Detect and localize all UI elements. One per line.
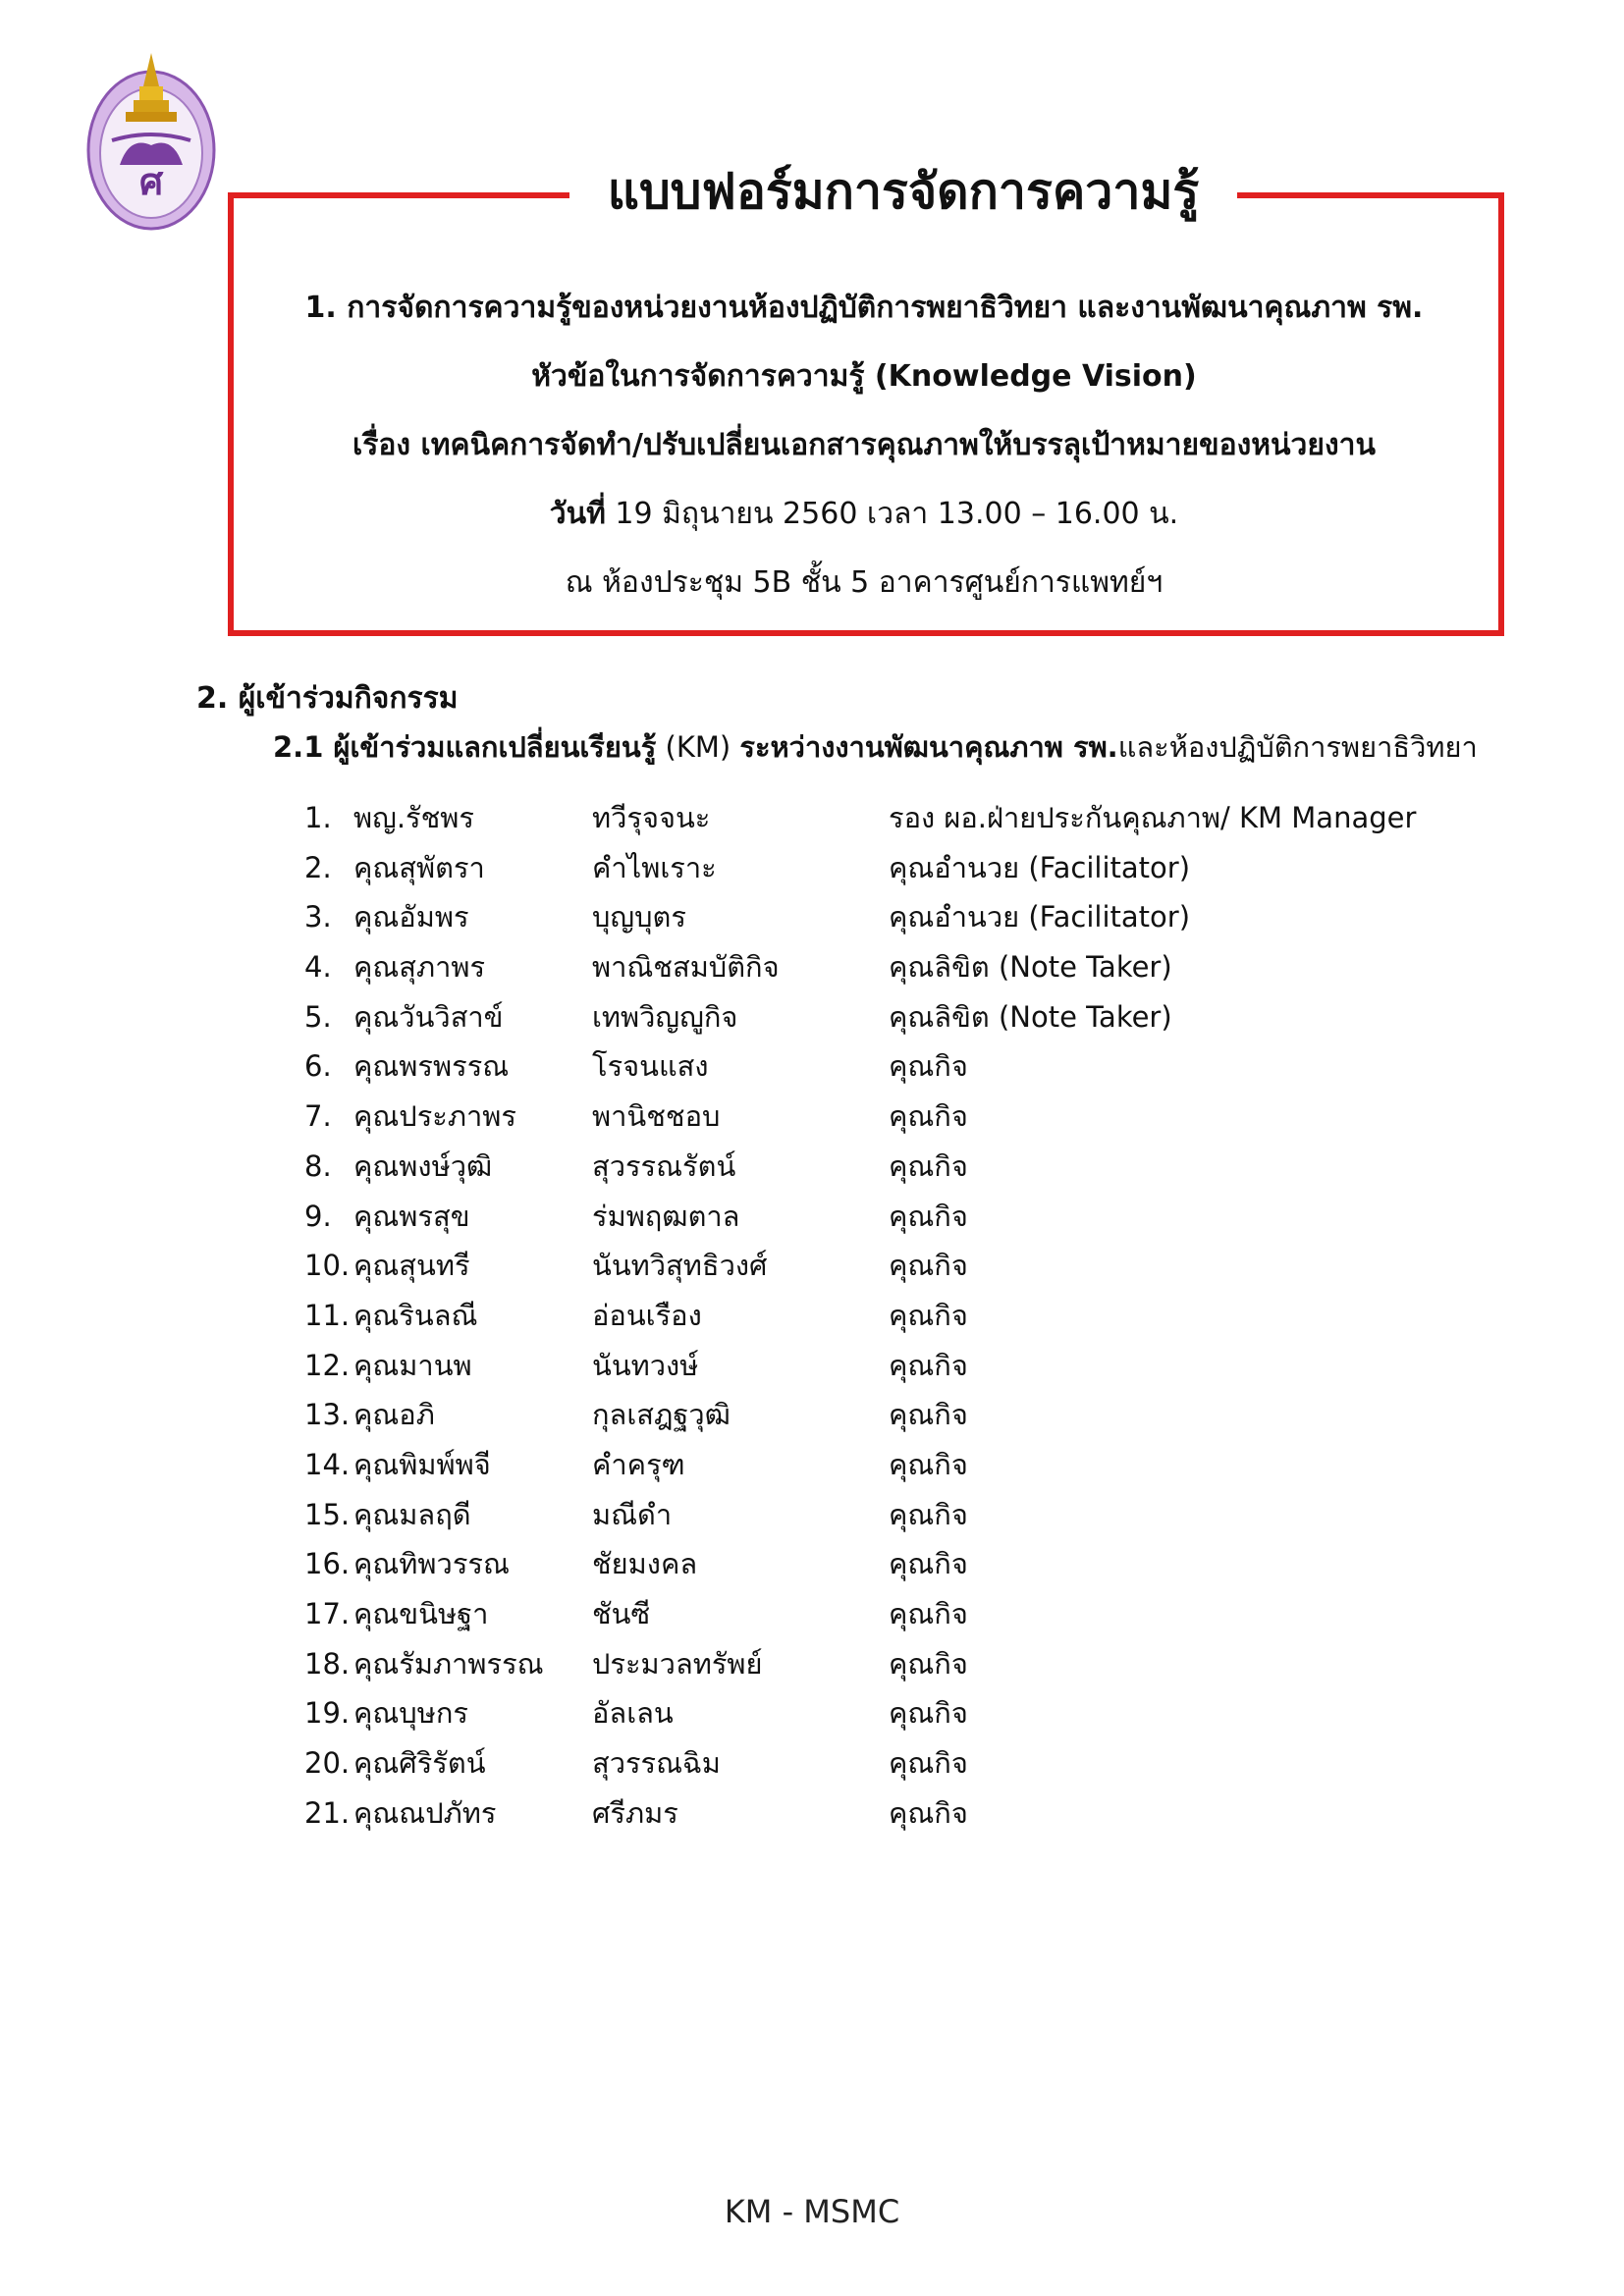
participant-first-name: คุณบุษกร xyxy=(353,1696,468,1731)
participant-role: คุณกิจ xyxy=(889,1249,968,1283)
participant-role: คุณกิจ xyxy=(889,1447,968,1481)
participant-first-name: คุณมานพ xyxy=(353,1348,472,1382)
participant-number: 9. xyxy=(304,1199,332,1233)
participant-role: คุณกิจ xyxy=(889,1298,968,1332)
subheading-part-2: (KM) xyxy=(656,730,740,764)
participant-number: 19. xyxy=(304,1696,351,1731)
participant-first-name: คุณวันวิสาข์ xyxy=(353,999,504,1034)
subheading-part-1: 2.1 ผู้เข้าร่วมแลกเปลี่ยนเรียนรู้ xyxy=(273,730,657,764)
participant-last-name: ชัยมงคล xyxy=(592,1547,698,1581)
participant-list xyxy=(304,793,1483,1838)
participant-first-name: คุณสุภาพร xyxy=(353,950,486,985)
participant-number: 14. xyxy=(304,1447,351,1481)
participant-last-name: ทวีรุจจนะ xyxy=(592,801,711,834)
participant-number: 10. xyxy=(304,1249,351,1283)
participant-first-name: คุณสุพัตรา xyxy=(353,850,485,884)
participant-role: คุณกิจ xyxy=(889,1746,968,1781)
list-item xyxy=(304,992,1483,1042)
participant-first-name: คุณพรสุข xyxy=(353,1199,470,1233)
list-item xyxy=(304,1241,1483,1291)
section-subheading xyxy=(273,724,1478,770)
list-item xyxy=(304,793,1483,843)
participant-role: คุณกิจ xyxy=(889,1795,968,1830)
participant-last-name: ประมวลทรัพย์ xyxy=(592,1646,763,1681)
participant-number: 15. xyxy=(304,1497,351,1531)
participant-last-name: สุวรรณฉิม xyxy=(592,1746,721,1781)
participant-role: คุณกิจ xyxy=(889,1646,968,1681)
list-item xyxy=(304,1589,1483,1639)
participant-role: คุณอำนวย (Facilitator) xyxy=(889,900,1191,934)
participant-role: คุณกิจ xyxy=(889,1348,968,1382)
list-item xyxy=(304,1490,1483,1540)
list-item xyxy=(304,1738,1483,1789)
header-line-4 xyxy=(236,493,1492,536)
university-emblem-icon xyxy=(82,47,220,234)
participant-number: 6. xyxy=(304,1049,332,1084)
participant-last-name: ร่มพฤฒตาล xyxy=(592,1199,740,1233)
participant-last-name: สุวรรณรัตน์ xyxy=(592,1148,736,1183)
participant-number: 4. xyxy=(304,950,332,985)
participant-last-name: ศรีภมร xyxy=(592,1795,678,1830)
participant-last-name: คำไพเราะ xyxy=(592,850,717,884)
participant-number: 7. xyxy=(304,1099,332,1134)
participant-role: คุณลิขิต (Note Taker) xyxy=(889,999,1172,1034)
participant-number: 2. xyxy=(304,850,332,884)
participant-last-name: นันทวิสุทธิวงศ์ xyxy=(592,1249,768,1283)
participant-role: คุณกิจ xyxy=(889,1696,968,1731)
participant-first-name: คุณประภาพร xyxy=(353,1099,516,1134)
list-item xyxy=(304,1390,1483,1440)
date-text: 19 มิถุนายน 2560 เวลา 13.00 – 16.00 น. xyxy=(605,497,1179,531)
list-item xyxy=(304,1789,1483,1839)
list-item xyxy=(304,843,1483,893)
participant-number: 12. xyxy=(304,1348,351,1382)
footer-text: KM - MSMC xyxy=(724,2193,900,2230)
participant-first-name: คุณพรพรรณ xyxy=(353,1049,510,1084)
participant-number: 21. xyxy=(304,1795,351,1830)
participant-last-name: เทพวิญญูกิจ xyxy=(592,999,738,1034)
participant-role: คุณกิจ xyxy=(889,1497,968,1531)
participant-first-name: คุณศิริรัตน์ xyxy=(353,1746,486,1781)
list-item xyxy=(304,1440,1483,1490)
participant-first-name: พญ.รัชพร xyxy=(353,801,474,834)
participant-first-name: คุณขนิษฐา xyxy=(353,1597,489,1630)
list-item xyxy=(304,1142,1483,1192)
section-heading: 2. ผู้เข้าร่วมกิจกรรม xyxy=(196,681,459,716)
participant-role: คุณลิขิต (Note Taker) xyxy=(889,950,1172,985)
participant-role: คุณกิจ xyxy=(889,1597,968,1630)
participant-number: 5. xyxy=(304,999,332,1034)
participant-role: คุณกิจ xyxy=(889,1547,968,1581)
participant-number: 1. xyxy=(304,801,332,834)
participant-role: คุณอำนวย (Facilitator) xyxy=(889,850,1191,884)
list-item xyxy=(304,1688,1483,1738)
header-line-3: เรื่อง เทคนิคการจัดทำ/ปรับเปลี่ยนเอกสารคุณภาพให้บรรลุเป้าหมายของหน่วยงาน xyxy=(352,428,1376,462)
page-title: แบบฟอร์มการจัดการความรู้ xyxy=(607,163,1200,220)
participant-first-name: คุณอัมพร xyxy=(353,900,469,934)
participant-role: คุณกิจ xyxy=(889,1099,968,1134)
participant-first-name: คุณรัมภาพรรณ xyxy=(353,1646,544,1681)
list-item xyxy=(304,1341,1483,1391)
participant-number: 20. xyxy=(304,1746,351,1781)
participant-first-name: คุณมลฤดี xyxy=(353,1497,471,1531)
subheading-part-4: และห้องปฏิบัติการพยาธิวิทยา xyxy=(1117,730,1478,764)
participant-last-name: โรจนแสง xyxy=(592,1049,709,1084)
participant-number: 8. xyxy=(304,1148,332,1183)
participant-number: 11. xyxy=(304,1298,351,1332)
participant-first-name: คุณณปภัทร xyxy=(353,1795,497,1830)
participant-number: 13. xyxy=(304,1398,351,1432)
header-line-5: ณ ห้องประชุม 5B ชั้น 5 อาคารศูนย์การแพทย์ฯ xyxy=(565,565,1164,600)
list-item xyxy=(304,1639,1483,1689)
list-item xyxy=(304,942,1483,992)
svg-text:ศ: ศ xyxy=(138,159,164,203)
header-line-1: 1. การจัดการความรู้ของหน่วยงานห้องปฏิบัติการพยาธิวิทยา และงานพัฒนาคุณภาพ รพ. xyxy=(304,291,1424,325)
list-item xyxy=(304,1192,1483,1242)
participant-role: คุณกิจ xyxy=(889,1199,968,1233)
participant-number: 18. xyxy=(304,1646,351,1681)
participant-first-name: คุณอภิ xyxy=(353,1398,435,1432)
subheading-part-3: ระหว่างงานพัฒนาคุณภาพ รพ. xyxy=(739,730,1118,764)
participant-first-name: คุณรินลณี xyxy=(353,1298,478,1332)
participant-last-name: พาณิชสมบัติกิจ xyxy=(592,950,780,985)
participant-last-name: บุญบุตร xyxy=(592,900,686,934)
participant-first-name: คุณทิพวรรณ xyxy=(353,1547,510,1581)
participant-last-name: พานิชชอบ xyxy=(592,1099,721,1134)
date-label: วันที่ xyxy=(549,497,606,531)
participant-number: 17. xyxy=(304,1597,351,1630)
participant-last-name: ชันซี xyxy=(592,1597,651,1630)
list-item xyxy=(304,892,1483,942)
list-item xyxy=(304,1291,1483,1341)
participant-number: 3. xyxy=(304,900,332,934)
participant-last-name: อ่อนเรือง xyxy=(592,1298,702,1332)
participant-last-name: มณีดำ xyxy=(592,1497,673,1531)
participant-role: คุณกิจ xyxy=(889,1049,968,1084)
list-item xyxy=(304,1041,1483,1092)
participant-last-name: อัลเลน xyxy=(592,1696,674,1731)
participant-role: คุณกิจ xyxy=(889,1148,968,1183)
header-line-2: หัวข้อในการจัดการความรู้ (Knowledge Vision) xyxy=(531,359,1197,394)
participant-role: คุณกิจ xyxy=(889,1398,968,1432)
list-item xyxy=(304,1539,1483,1589)
participant-last-name: นันทวงษ์ xyxy=(592,1348,699,1382)
participant-number: 16. xyxy=(304,1547,351,1581)
list-item xyxy=(304,1092,1483,1142)
participant-role: รอง ผอ.ฝ่ายประกันคุณภาพ/ KM Manager xyxy=(889,801,1417,834)
participant-first-name: คุณพิมพ์พจี xyxy=(353,1447,491,1481)
participant-last-name: กุลเสฎฐวุฒิ xyxy=(592,1398,731,1432)
participant-first-name: คุณสุนทรี xyxy=(353,1249,470,1283)
participant-last-name: คำครุฑ xyxy=(592,1447,685,1481)
participant-first-name: คุณพงษ์วุฒิ xyxy=(353,1148,493,1183)
